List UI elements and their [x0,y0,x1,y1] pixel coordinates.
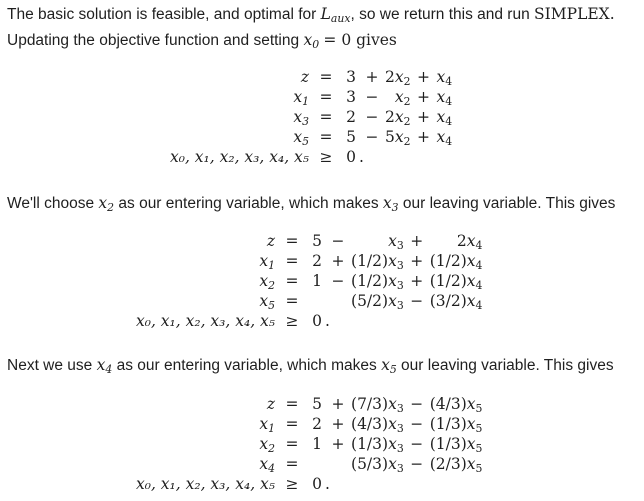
lhs-subscript: 5 [268,299,276,312]
equals-sign: = [319,108,333,126]
simplex-label: SIMPLEX. [534,5,615,23]
variable-subscript: 2 [403,135,411,148]
constant-term: 5 [346,128,356,146]
equals-sign: = [319,88,333,106]
coefficient: (5/2) [351,292,389,310]
nonnegativity-variables: x₀, x₁, x₂, x₃, x₄, x₅ [136,475,276,493]
lhs-subscript: 3 [302,115,310,128]
variable: x [394,108,404,126]
constant-term: 1 [312,435,322,453]
variable: x [394,68,404,86]
lhs-subscript: 2 [268,279,276,292]
variable-subscript: 3 [396,279,404,292]
operator: − [365,128,379,146]
variable: x [388,435,397,453]
text: Next we use [7,357,93,374]
math-l-aux: $L_{aux}$ [320,5,351,25]
math-x3: $x_3$ [382,194,399,214]
variable: x [394,88,404,106]
operator: + [331,395,345,413]
equation-lhs [170,127,309,147]
lhs-variable: x [259,455,269,473]
variable: x [436,68,446,86]
coefficient: (7/3) [351,395,389,413]
equation-lhs [136,434,275,454]
lhs-subscript: 4 [268,462,276,475]
term-2 [430,271,483,291]
equals-sign: = [285,395,299,413]
lhs-subscript: 1 [302,95,310,108]
lhs-variable: x [259,272,269,290]
geq-sign: ≥ [285,475,299,493]
term-2 [430,434,483,454]
equation-lhs [170,87,309,107]
constant-term: 2 [312,252,322,270]
variable: x [436,88,446,106]
variable: x [466,272,476,290]
term-1 [351,231,404,251]
operator: + [410,252,424,270]
coefficient: (1/2) [351,252,389,270]
operator: + [417,108,431,126]
nonnegativity-row [136,311,482,331]
coefficient: (1/2) [429,272,467,290]
period: . [325,312,330,330]
variable: x [466,252,476,270]
nonnegativity-row [136,474,482,494]
variable-subscript: 4 [475,299,483,312]
variable-subscript: 3 [396,239,404,252]
operator: − [410,435,424,453]
constant-term: 5 [312,232,322,250]
equation-row [136,271,482,291]
operator: − [410,455,424,473]
text: our leaving variable. This gives [402,195,616,212]
variable-subscript: 4 [445,135,453,148]
lhs-subscript: 1 [268,259,276,272]
text: our leaving variable. This gives [401,357,614,374]
equation-lhs [136,231,275,251]
paragraph-updating [7,30,397,51]
variable-subscript: 3 [396,422,404,435]
operator: + [331,435,345,453]
variable: x [388,455,397,473]
term-1 [351,271,404,291]
term-2 [430,394,483,414]
lhs-subscript: 2 [268,442,276,455]
term-2 [437,67,453,87]
constant-term [309,291,325,311]
equation-lhs [136,251,275,271]
nonnegativity-variables: x₀, x₁, x₂, x₃, x₄, x₅ [170,148,310,166]
operator: + [410,232,424,250]
variable: x [394,128,404,146]
coefficient: (4/3) [429,395,467,413]
equation-lhs [170,107,309,127]
paragraph-use-x4 [7,355,614,376]
text: = 0 gives [323,31,397,49]
lhs-variable: x [293,108,303,126]
equation-system-2 [136,231,482,331]
lhs-variable: x [259,292,269,310]
equation-row [136,291,482,311]
term-2 [437,127,453,147]
coefficient: 2 [385,68,395,86]
variable-subscript: 2 [403,95,411,108]
term-2 [437,107,453,127]
lhs-subscript: 1 [268,422,276,435]
term-1 [385,107,411,127]
lhs-variable: x [293,128,303,146]
operator: + [410,272,424,290]
equals-sign: = [285,252,299,270]
operator: + [331,415,345,433]
variable-subscript: 5 [475,402,483,415]
operator: + [365,68,379,86]
operator: − [410,395,424,413]
equation-row [136,231,482,251]
math-x2: $x_2$ [98,194,115,214]
equation-row [170,107,452,127]
term-2 [430,291,483,311]
equals-sign: = [285,415,299,433]
variable-subscript: 5 [475,422,483,435]
lhs-subscript: 5 [302,135,310,148]
coefficient: 5 [385,128,395,146]
math-x0: $x_0$ [303,31,320,51]
operator: + [331,252,345,270]
operator: + [417,68,431,86]
term-2 [430,251,483,271]
operator: − [410,292,424,310]
term-2 [430,414,483,434]
text: as our entering variable, which makes [118,195,379,212]
coefficient: (1/3) [429,435,467,453]
variable-subscript: 4 [475,279,483,292]
equation-row [170,87,452,107]
equals-sign: = [285,232,299,250]
variable-subscript: 2 [403,115,411,128]
lhs-variable: x [259,252,269,270]
variable: x [466,455,476,473]
variable-subscript: 5 [475,442,483,455]
lhs-variable: z [266,232,276,250]
variable: x [388,232,397,250]
variable: x [436,108,446,126]
constant-term: 1 [312,272,322,290]
operator: − [331,272,345,290]
nonnegativity-bound: 0 [346,148,356,166]
text: We'll choose [7,195,95,212]
operator: − [365,108,379,126]
term-1 [351,394,404,414]
coefficient: (3/2) [429,292,467,310]
equation-system-1 [170,67,452,167]
variable: x [388,395,397,413]
equation-lhs [136,414,275,434]
coefficient: 2 [456,232,467,250]
constant-term: 2 [346,108,356,126]
lhs-variable: z [300,68,310,86]
operator [325,454,351,474]
operator: + [417,88,431,106]
constant-term: 3 [346,68,356,86]
operator: − [331,232,345,250]
variable-subscript: 4 [475,239,483,252]
variable-subscript: 4 [445,115,453,128]
coefficient: (2/3) [429,455,467,473]
coefficient: (1/3) [351,435,389,453]
term-1 [351,414,404,434]
nonnegativity-bound: 0 [312,475,322,493]
coefficient: (1/2) [429,252,467,270]
lhs-variable: x [293,88,303,106]
variable-subscript: 3 [396,442,404,455]
math-x4: $x_4$ [96,356,113,376]
coefficient: (1/2) [351,272,389,290]
variable: x [388,415,397,433]
term-1 [351,251,404,271]
variable: x [436,128,446,146]
equals-sign: = [285,292,299,310]
equation-lhs [136,394,275,414]
geq-sign: ≥ [285,312,299,330]
term-2 [430,454,483,474]
variable-subscript: 2 [403,75,411,88]
equals-sign: = [285,455,299,473]
variable: x [388,292,397,310]
equation-row [170,67,452,87]
variable: x [466,232,476,250]
equals-sign: = [319,68,333,86]
equation-lhs [136,271,275,291]
variable-subscript: 4 [445,95,453,108]
variable-subscript: 3 [396,299,404,312]
variable: x [466,415,476,433]
coefficient: (4/3) [351,415,389,433]
variable-subscript: 4 [475,259,483,272]
operator: + [417,128,431,146]
period: . [359,148,364,166]
coefficient: (5/3) [351,455,389,473]
equation-lhs [170,67,309,87]
variable: x [388,252,397,270]
term-1 [385,127,411,147]
equation-row [136,434,482,454]
equation-system-3 [136,394,482,494]
variable: x [466,435,476,453]
geq-sign: ≥ [319,148,333,166]
term-2 [430,231,483,251]
variable: x [388,272,397,290]
variable-subscript: 3 [396,259,404,272]
operator: − [365,88,379,106]
equals-sign: = [285,435,299,453]
nonnegativity-variables: x₀, x₁, x₂, x₃, x₄, x₅ [136,312,276,330]
nonnegativity-row [170,147,452,167]
paragraph-choose-x2 [7,193,615,214]
equation-row [136,414,482,434]
equation-lhs [136,454,275,474]
term-1 [385,67,411,87]
equals-sign: = [319,128,333,146]
lhs-variable: x [259,415,269,433]
term-2 [437,87,453,107]
text: The basic solution is feasible, and optimal for [7,6,317,23]
coefficient: 2 [385,108,395,126]
text: Updating the objective function and setting [7,32,300,49]
term-1 [351,291,404,311]
variable-subscript: 5 [475,462,483,475]
term-1 [385,87,411,107]
equals-sign: = [285,272,299,290]
operator: − [410,415,424,433]
text: , so we return this and run [350,6,530,23]
lhs-variable: z [266,395,276,413]
variable-subscript: 3 [396,402,404,415]
variable: x [466,395,476,413]
variable-subscript: 4 [445,75,453,88]
period: . [325,475,330,493]
equation-row [136,454,482,474]
constant-term [309,454,325,474]
nonnegativity-bound: 0 [312,312,322,330]
equation-row [170,127,452,147]
equation-lhs [136,291,275,311]
constant-term: 3 [346,88,356,106]
term-1 [351,454,404,474]
constant-term: 2 [312,415,322,433]
math-x5: $x_5$ [381,356,397,376]
text: as our entering variable, which makes [116,357,377,374]
term-1 [351,434,404,454]
equation-row [136,251,482,271]
variable-subscript: 3 [396,462,404,475]
operator [325,291,351,311]
coefficient: (1/3) [429,415,467,433]
lhs-variable: x [259,435,269,453]
equation-row [136,394,482,414]
constant-term: 5 [312,395,322,413]
variable: x [466,292,476,310]
paragraph-feasible [7,4,615,25]
